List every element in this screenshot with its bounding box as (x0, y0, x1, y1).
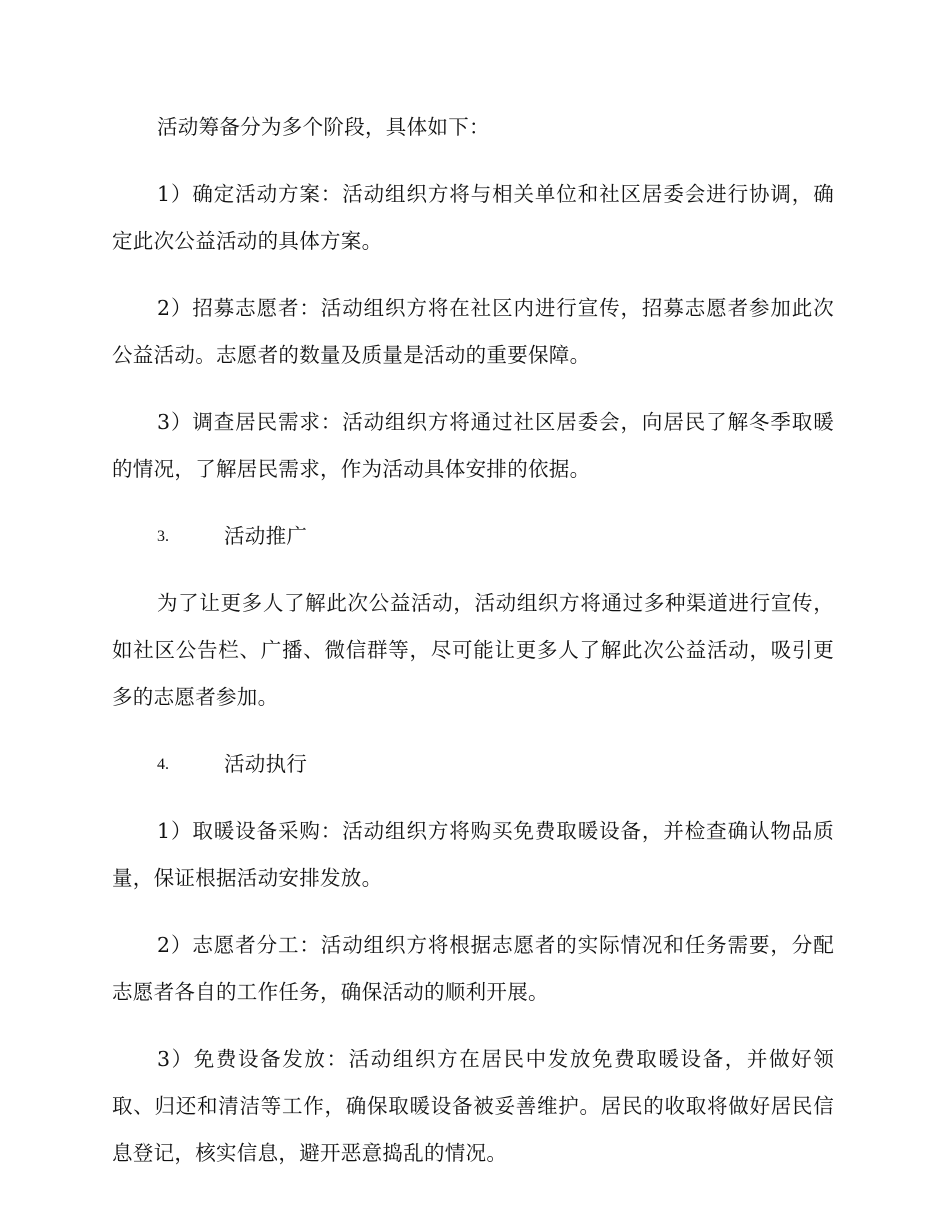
document-body (112, 104, 834, 1197)
section-number: 4. (157, 756, 169, 773)
prep-item-1: 1）确定活动方案：活动组织方将与相关单位和社区居委会进行协调，确定此次公益活动的具体方案。 (112, 182, 834, 253)
section-heading-3 (112, 513, 834, 560)
section-title: 活动执行 (224, 752, 308, 776)
exec-item-2: 2）志愿者分工：活动组织方将根据志愿者的实际情况和任务需要，分配志愿者各自的工作任务，确保活动的顺利开展。 (112, 933, 834, 1004)
promotion-paragraph: 为了让更多人了解此次公益活动，活动组织方将通过多种渠道进行宣传，如社区公告栏、广播、微信群等，尽可能让更多人了解此次公益活动，吸引更多的志愿者参加。 (112, 591, 834, 709)
exec-item-1: 1）取暖设备采购：活动组织方将购买免费取暖设备，并检查确认物品质量，保证根据活动安排发放。 (112, 819, 834, 890)
prep-item-3: 3）调查居民需求：活动组织方将通过社区居委会，向居民了解冬季取暖的情况，了解居民需求，作为活动具体安排的依据。 (112, 410, 834, 481)
section-number: 3. (157, 528, 169, 545)
section-title: 活动推广 (224, 524, 308, 548)
section-heading-4 (112, 741, 834, 788)
intro-paragraph: 活动筹备分为多个阶段，具体如下： (157, 115, 490, 139)
exec-item-3: 3）免费设备发放：活动组织方在居民中发放免费取暖设备，并做好领取、归还和清洁等工作，确保取暖设备被妥善维护。居民的收取将做好居民信息登记，核实信息，避开恶意捣乱的情况。 (112, 1047, 834, 1165)
prep-item-2: 2）招募志愿者：活动组织方将在社区内进行宣传，招募志愿者参加此次公益活动。志愿者的数量及质量是活动的重要保障。 (112, 296, 834, 367)
